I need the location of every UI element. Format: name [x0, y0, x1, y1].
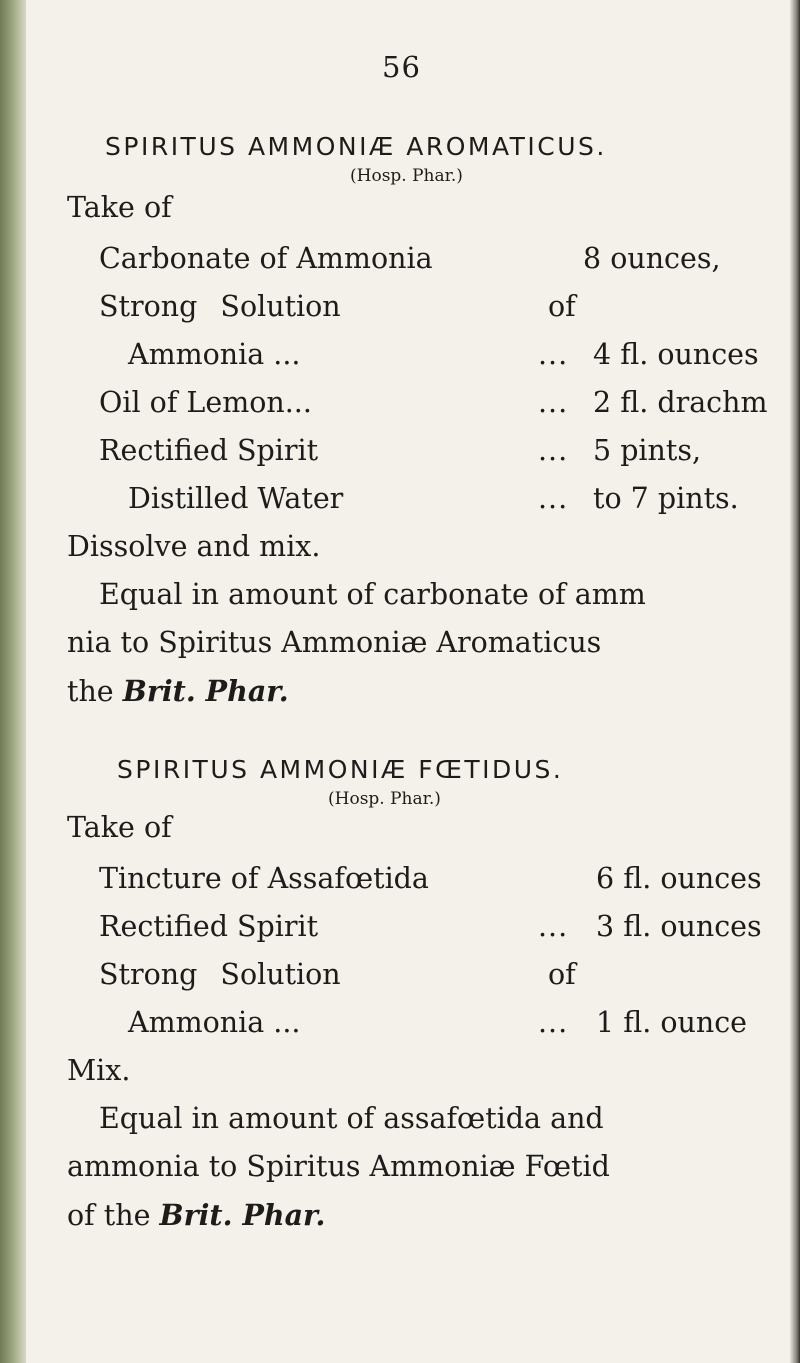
- ingredient-name: Carbonate of Ammonia: [99, 242, 433, 275]
- ingredient-name: Ammonia ...: [128, 338, 301, 371]
- leader-dots: ...: [538, 1006, 569, 1039]
- ingredient-name: Strong Solution: [99, 290, 341, 323]
- note-line: Equal in amount of assafœtida and: [99, 1102, 604, 1135]
- ingredient-quantity: 4 fl. ounces: [593, 338, 759, 371]
- leader-dots: ...: [538, 434, 569, 467]
- ingredient-name: Oil of Lemon...: [99, 386, 312, 419]
- ingredient-name: Rectified Spirit: [99, 434, 319, 467]
- note-line: nia to Spiritus Ammoniæ Aromaticus: [67, 626, 602, 659]
- instruction-foetidus: Mix.: [67, 1054, 131, 1087]
- ingredient-quantity: 8 ounces,: [583, 242, 721, 275]
- page-edge-right: [790, 0, 800, 1363]
- leader-dots: ...: [538, 338, 569, 371]
- leader-dots: ...: [538, 386, 569, 419]
- ingredient-name: Ammonia ...: [128, 1006, 301, 1039]
- pharmacopoeia-reference: Brit. Phar.: [122, 674, 289, 708]
- ingredient-quantity: 5 pints,: [593, 434, 702, 467]
- ingredient-quantity: 2 fl. drachm: [593, 386, 768, 419]
- section-title-foetidus: SPIRITUS AMMONIÆ FŒTIDUS.: [117, 755, 564, 784]
- leader-dots: ...: [538, 910, 569, 943]
- ingredient-name: Tincture of Assafœtida: [99, 862, 429, 895]
- instruction-aromaticus: Dissolve and mix.: [67, 530, 321, 563]
- note-prefix: the: [67, 675, 123, 708]
- note-line: ammonia to Spiritus Ammoniæ Fœtid: [67, 1150, 610, 1183]
- ingredient-quantity: of: [548, 290, 576, 323]
- ingredient-quantity: 1 fl. ounce: [596, 1006, 748, 1039]
- page-number: 56: [382, 50, 421, 84]
- ingredient-name: Distilled Water: [128, 482, 344, 515]
- leader-dots: ...: [538, 482, 569, 515]
- section-source-foetidus: (Hosp. Phar.): [328, 789, 441, 809]
- note-line: Equal in amount of carbonate of amm: [99, 578, 646, 611]
- ingredient-name: Rectified Spirit: [99, 910, 319, 943]
- section-source-aromaticus: (Hosp. Phar.): [350, 166, 463, 186]
- ingredient-name: Strong Solution: [99, 958, 341, 991]
- section-title-aromaticus: SPIRITUS AMMONIÆ AROMATICUS.: [105, 132, 607, 161]
- pharmacopoeia-reference: Brit. Phar.: [159, 1198, 326, 1232]
- note-line: [67, 674, 289, 708]
- ingredient-quantity: 3 fl. ounces: [596, 910, 762, 943]
- note-prefix: of the: [67, 1199, 160, 1232]
- note-line: [67, 1198, 326, 1232]
- take-of-aromaticus: Take of: [67, 191, 172, 224]
- take-of-foetidus: Take of: [67, 811, 172, 844]
- page-edge-left: [0, 0, 26, 1363]
- ingredient-quantity: 6 fl. ounces: [596, 862, 762, 895]
- ingredient-quantity: to 7 pints.: [593, 482, 739, 515]
- ingredient-quantity: of: [548, 958, 576, 991]
